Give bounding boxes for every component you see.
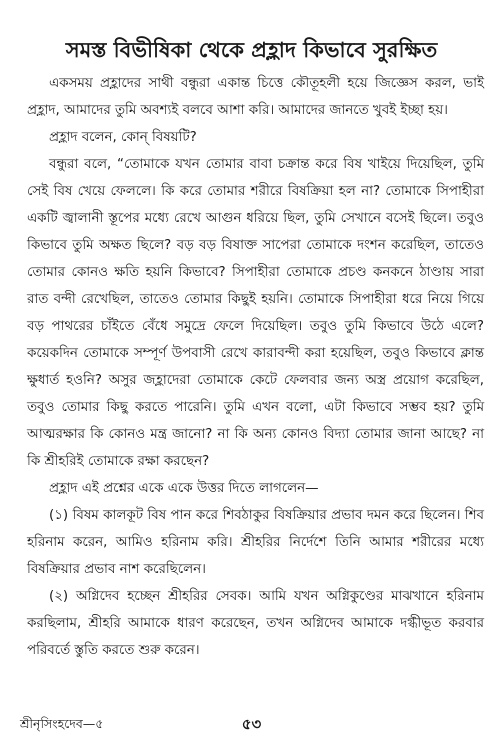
page-footer	[20, 712, 483, 736]
page-number: ৫৩	[241, 715, 262, 733]
paragraph-prahlad-answers: প্রহ্লাদ এই প্রশ্নের একে একে উত্তর দিতে লাগলেন—	[49, 481, 319, 496]
body-text	[27, 70, 484, 664]
paragraph-intro: একসময় প্রহ্লাদের সাথী বন্ধুরা একান্ত চিত্তে কৌতূহলী হয়ে জিজ্ঞেস করল, ভাই প্রহ্লাদ, আমাদের তুমি অবশ্যই বলবে আশা করি। আমাদের জানতে খুবই ইচ্ছা হয়।	[27, 76, 484, 118]
page-title: সমস্ত বিভীষিকা থেকে প্রহ্লাদ কিভাবে সুরক্ষিত	[65, 38, 438, 62]
paragraph-answer-1: (১) বিষম কালকূট বিষ পান করে শিবঠাকুর বিষক্রিয়ার প্রভাব দমন করে ছিলেন। শিব হরিনাম করেন, আমিও হরিনাম করি। শ্রীহরির নির্দেশে তিনি আমার শরীরের মধ্যে বিষক্রিয়ার প্রভাব নাশ করেছিলেন।	[27, 508, 484, 577]
paragraph-friends-question: বন্ধুরা বলে, “তোমাকে যখন তোমার বাবা চক্রান্ত করে বিষ খাইয়ে দিয়েছিল, তুমি সেই বিষ খেয়ে ফেললে। কি করে তোমার শরীরে বিষক্রিয়া হল না? তোমাকে সিপাহীরা একটি জ্বালানী স্তূপের মধ্যে রেখে আগুন ধরিয়ে ছিল, তুমি সেখানে বসেই ছিলে। তবুও কিভাবে তুমি অক্ষত ছিলে? বড় বড় বিষাক্ত সাপেরা তোমাকে দংশন করেছিল, তাতেও তোমার কোনও ক্ষতি হয়নি কিভাবে? সিপাহীরা তোমাকে প্রচণ্ড কনকনে ঠাণ্ডায় সারা রাত বন্দী রেখেছিল, তাতেও তোমার কিছুই হয়নি। তোমাকে সিপাহীরা ধরে নিয়ে গিয়ে বড় পাথরের চাঁইতে বেঁধে সমুদ্রে ফেলে দিয়েছিল। তবুও তুমি কিভাবে উঠে এলে? কয়েকদিন তোমাকে সম্পূর্ণ উপবাসী রেখে কারাবন্দী করা হয়েছিল, তবুও কিভাবে ক্লান্ত ক্ষুধার্ত হওনি? অসুর জহ্লাদেরা তোমাকে কেটে ফেলবার জন্য অস্ত্র প্রয়োগ করেছিল, তবুও তোমার কিছু করতে পারেনি। তুমি এখন বলো, এটা কিভাবে সম্ভব হয়? তুমি আত্মরক্ষার কি কোনও মন্ত্র জানো? না কি অন্য কোনও বিদ্যা তোমার জানা আছে? না কি শ্রীহরিই তোমাকে রক্ষা করছেন?	[27, 157, 484, 469]
paragraph-prahlad-asks: প্রহ্লাদ বলেন, কোন্ বিষয়টি?	[49, 130, 197, 145]
book-label: শ্রীনৃসিংহদেব—৫	[20, 716, 104, 731]
paragraph-answer-2: (২) অগ্নিদেব হচ্ছেন শ্রীহরির সেবক। আমি যখন অগ্নিকুণ্ডের মাঝখানে হরিনাম করছিলাম, শ্রীহরি আমাকে ধারণ করেছেন, তখন অগ্নিদেব আমাকে দগ্ধীভূত করবার পরিবর্তে স্তুতি করতে শুরু করেন।	[27, 589, 484, 658]
